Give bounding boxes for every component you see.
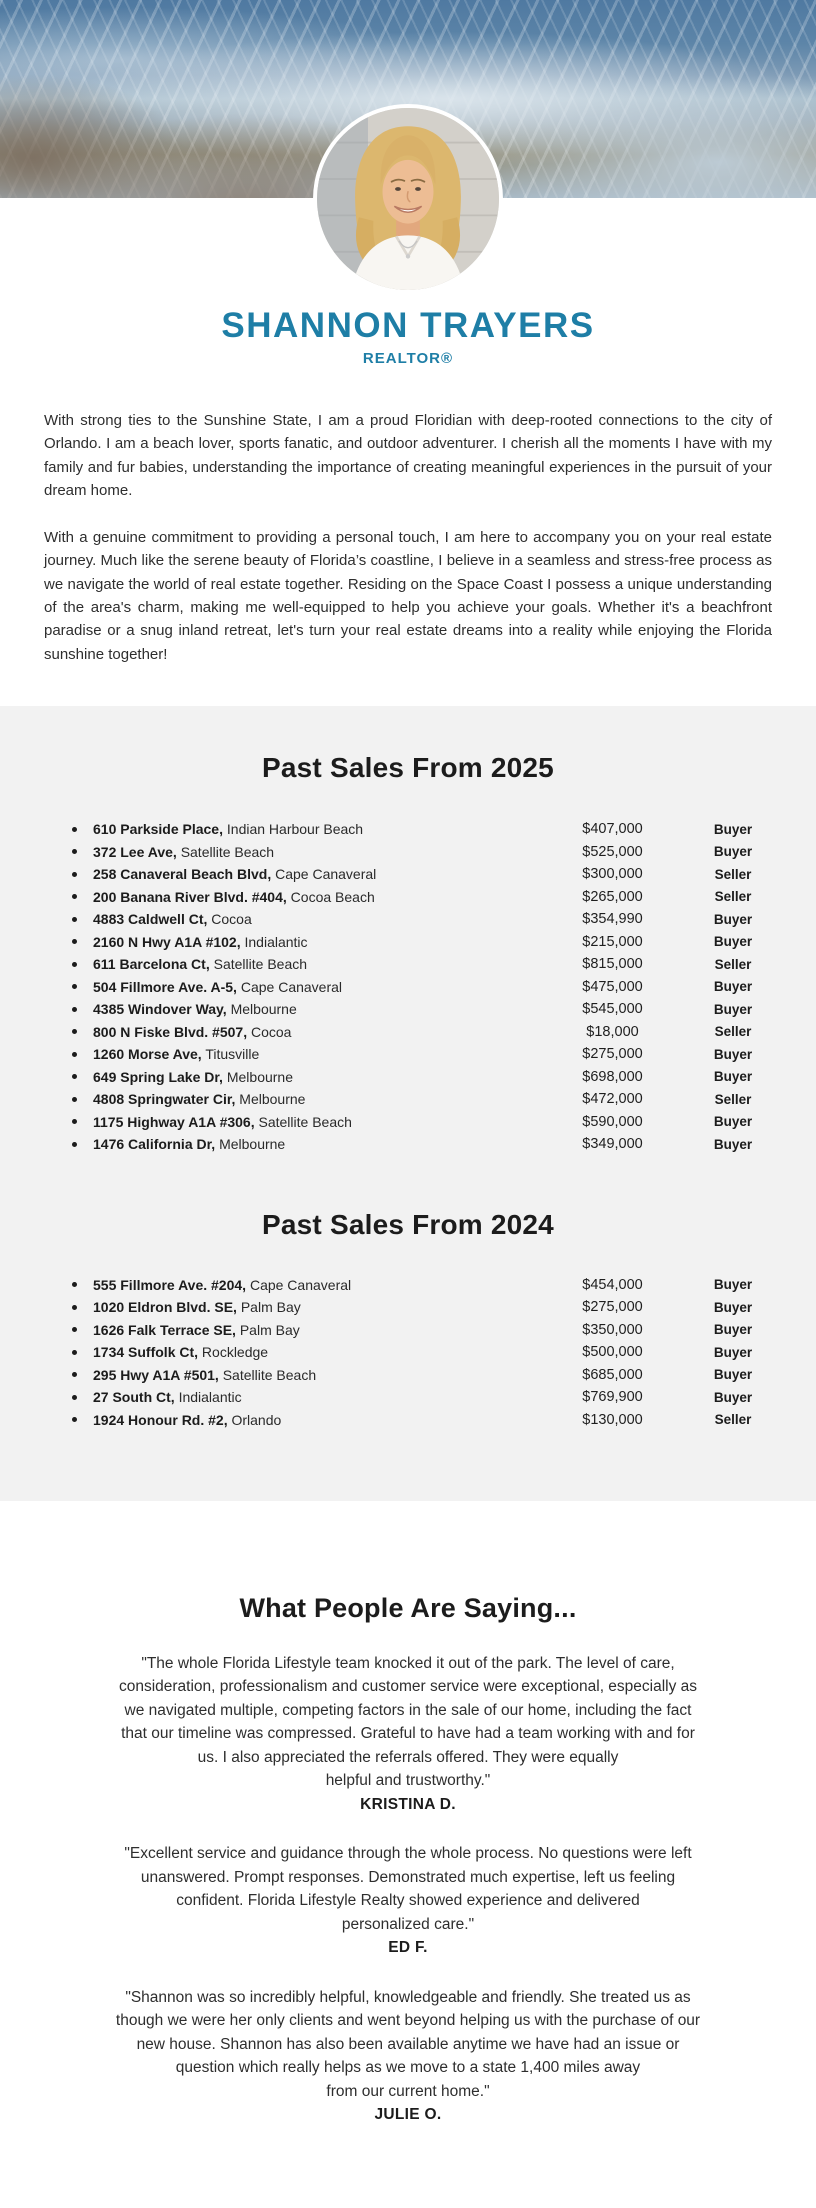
sale-row xyxy=(72,1341,776,1364)
testimonial xyxy=(0,1652,816,1817)
sale-side-badge: Seller xyxy=(714,956,752,972)
sale-row xyxy=(72,953,776,976)
testimonial xyxy=(0,1986,816,2127)
bullet-icon xyxy=(72,1417,77,1422)
sale-street: 555 Fillmore Ave. #204, xyxy=(93,1276,247,1293)
sale-street: 1175 Highway A1A #306, xyxy=(93,1113,255,1130)
sale-address xyxy=(93,1114,535,1130)
sale-address xyxy=(93,934,535,950)
sale-row xyxy=(72,998,776,1021)
bullet-icon xyxy=(72,1119,77,1124)
past-sales-section xyxy=(0,706,816,1501)
sale-side-badge: Seller xyxy=(714,1412,752,1428)
sale-side-badge: Buyer xyxy=(713,1069,753,1085)
sale-address xyxy=(93,889,535,905)
sale-row xyxy=(72,975,776,998)
sale-address xyxy=(93,1136,535,1152)
sale-city: Cocoa xyxy=(211,911,252,928)
sale-street: 372 Lee Ave, xyxy=(93,843,177,860)
sale-side-badge: Seller xyxy=(714,1024,752,1040)
bullet-icon xyxy=(72,849,77,854)
sale-address xyxy=(93,1367,535,1383)
sale-street: 1924 Honour Rd. #2, xyxy=(93,1411,228,1428)
sale-city: Cape Canaveral xyxy=(275,866,377,883)
testimonials-heading: What People Are Saying... xyxy=(239,1592,577,1623)
sale-address xyxy=(93,1091,535,1107)
sale-city: Indialantic xyxy=(178,1389,242,1406)
sale-side-badge: Seller xyxy=(714,866,752,882)
bio-section xyxy=(44,409,772,666)
sale-row xyxy=(72,1363,776,1386)
sale-price: $18,000 xyxy=(586,1023,639,1040)
sale-street: 1260 Morse Ave, xyxy=(93,1046,202,1063)
sale-street: 4385 Windover Way, xyxy=(93,1001,227,1018)
sale-address xyxy=(93,1322,535,1338)
sale-street: 295 Hwy A1A #501, xyxy=(93,1366,219,1383)
sale-price: $698,000 xyxy=(582,1068,643,1085)
sale-price: $815,000 xyxy=(582,956,643,973)
sale-city: Indialantic xyxy=(244,933,308,950)
sale-price: $265,000 xyxy=(582,888,643,905)
sale-side-badge: Buyer xyxy=(713,979,753,995)
sale-price: $590,000 xyxy=(582,1113,643,1130)
sale-address xyxy=(93,821,535,837)
testimonials-list xyxy=(0,1652,816,2127)
sale-side-badge: Buyer xyxy=(713,911,753,927)
profile-role: REALTOR® xyxy=(362,350,454,367)
sale-price: $475,000 xyxy=(582,978,643,995)
sale-address xyxy=(93,1277,535,1293)
sale-city: Titusville xyxy=(205,1046,260,1063)
testimonial xyxy=(0,1842,816,1960)
sale-city: Melbourne xyxy=(226,1068,293,1085)
sale-street: 200 Banana River Blvd. #404, xyxy=(93,888,287,905)
sale-street: 611 Barcelona Ct, xyxy=(93,956,210,973)
sale-street: 4883 Caldwell Ct, xyxy=(93,911,208,928)
bullet-icon xyxy=(72,1097,77,1102)
sale-row xyxy=(72,1043,776,1066)
bullet-icon xyxy=(72,1052,77,1057)
sale-row xyxy=(72,1065,776,1088)
sales-2024-heading: Past Sales From 2024 xyxy=(262,1209,554,1241)
sale-row xyxy=(72,1318,776,1341)
sale-address xyxy=(93,1046,535,1062)
sale-address xyxy=(93,1001,535,1017)
sale-street: 1020 Eldron Blvd. SE, xyxy=(93,1299,237,1316)
sale-city: Satellite Beach xyxy=(258,1113,352,1130)
sale-address xyxy=(93,1069,535,1085)
sale-price: $454,000 xyxy=(582,1276,643,1293)
testimonial-quote: "Excellent service and guidance through the whole process. No questions were left unanswered. Prompt responses. Demonstrated much expertise, left us feeling confident. Florida Lifestyle Realty showed experience and delivered personalized care." xyxy=(124,1845,692,1933)
sale-address xyxy=(93,979,535,995)
sale-side-badge: Buyer xyxy=(713,1322,753,1338)
testimonial-author: KRISTINA D. xyxy=(360,1795,456,1813)
bio-paragraph-1: With strong ties to the Sunshine State, I am a proud Floridian with deep-rooted connections to the city of Orlando. I am a beach lover, sports fanatic, and outdoor adventurer. I cherish all the moments I have with my family and fur babies, understanding the importance of creating meaningful experiences in the pursuit of your dream home. xyxy=(44,412,772,499)
sale-side-badge: Buyer xyxy=(713,1136,753,1152)
sale-city: Melbourne xyxy=(219,1136,286,1153)
sale-city: Cape Canaveral xyxy=(240,978,343,995)
sale-city: Cocoa Beach xyxy=(290,888,375,905)
sale-street: 800 N Fiske Blvd. #507, xyxy=(93,1023,248,1040)
sale-city: Satellite Beach xyxy=(222,1366,317,1383)
sales-2025-list xyxy=(0,818,816,1156)
sale-city: Melbourne xyxy=(239,1091,306,1108)
sale-price: $130,000 xyxy=(582,1411,643,1428)
testimonial-author: ED F. xyxy=(388,1939,428,1957)
bullet-icon xyxy=(72,1074,77,1079)
sale-street: 1626 Falk Terrace SE, xyxy=(93,1321,236,1338)
sale-row xyxy=(72,1273,776,1296)
bullet-icon xyxy=(72,962,77,967)
sale-side-badge: Buyer xyxy=(713,1389,753,1405)
bullet-icon xyxy=(72,872,77,877)
sale-row xyxy=(72,1020,776,1043)
sale-row xyxy=(72,930,776,953)
sale-price: $472,000 xyxy=(582,1091,643,1108)
sale-address xyxy=(93,911,535,927)
sale-row xyxy=(72,840,776,863)
sale-side-badge: Buyer xyxy=(713,1046,753,1062)
bullet-icon xyxy=(72,894,77,899)
sale-side-badge: Buyer xyxy=(713,1277,753,1293)
bullet-icon xyxy=(72,1327,77,1332)
sale-row xyxy=(72,1408,776,1431)
sale-price: $349,000 xyxy=(582,1136,643,1153)
name-block xyxy=(0,308,816,367)
sale-city: Indian Harbour Beach xyxy=(226,821,364,838)
bullet-icon xyxy=(72,1395,77,1400)
bullet-icon xyxy=(72,1305,77,1310)
sale-city: Melbourne xyxy=(230,1001,297,1018)
sale-side-badge: Buyer xyxy=(713,934,753,950)
sale-price: $350,000 xyxy=(582,1321,643,1338)
bullet-icon xyxy=(72,1350,77,1355)
sale-address xyxy=(93,1299,535,1315)
sale-row xyxy=(72,908,776,931)
testimonial-quote: "Shannon was so incredibly helpful, knowledgeable and friendly. She treated us as though we were her only clients and went beyond helping us with the purchase of our new house. Shannon has also been available anytime we have had an issue or question which really helps as we move to a state 1,400 miles away from our current home." xyxy=(115,1988,701,2100)
sale-address xyxy=(93,844,535,860)
sale-price: $545,000 xyxy=(582,1001,643,1018)
sale-side-badge: Buyer xyxy=(713,844,753,860)
bullet-icon xyxy=(72,1372,77,1377)
sale-price: $300,000 xyxy=(582,866,643,883)
sale-side-badge: Seller xyxy=(714,1091,752,1107)
sale-row xyxy=(72,885,776,908)
sale-price: $500,000 xyxy=(582,1344,643,1361)
sale-row xyxy=(72,1110,776,1133)
bullet-icon xyxy=(72,1029,77,1034)
bullet-icon xyxy=(72,939,77,944)
sales-2025-heading: Past Sales From 2025 xyxy=(262,751,554,783)
sale-address xyxy=(93,956,535,972)
sale-price: $275,000 xyxy=(582,1046,643,1063)
sale-price: $769,900 xyxy=(582,1389,643,1406)
sale-address xyxy=(93,1024,535,1040)
bullet-icon xyxy=(72,984,77,989)
page-title: SHANNON TRAYERS xyxy=(221,306,595,345)
sale-city: Palm Bay xyxy=(239,1321,300,1338)
sale-city: Cocoa xyxy=(250,1023,292,1040)
sale-street: 1734 Suffolk Ct, xyxy=(93,1344,199,1361)
bullet-icon xyxy=(72,1142,77,1147)
sale-price: $354,990 xyxy=(582,911,643,928)
bullet-icon xyxy=(72,917,77,922)
bullet-icon xyxy=(72,827,77,832)
sale-row xyxy=(72,1386,776,1409)
sale-side-badge: Seller xyxy=(714,889,752,905)
sale-city: Satellite Beach xyxy=(213,956,308,973)
sale-city: Cape Canaveral xyxy=(249,1276,352,1293)
testimonial-author: JULIE O. xyxy=(374,2106,442,2124)
sale-city: Palm Bay xyxy=(240,1299,301,1316)
bullet-icon xyxy=(72,1007,77,1012)
sales-2024-list xyxy=(0,1273,816,1431)
bullet-icon xyxy=(72,1282,77,1287)
sale-street: 258 Canaveral Beach Blvd, xyxy=(93,866,272,883)
sale-street: 504 Fillmore Ave. A-5, xyxy=(93,978,237,995)
sale-side-badge: Buyer xyxy=(713,1367,753,1383)
sale-price: $685,000 xyxy=(582,1366,643,1383)
testimonials-section xyxy=(0,1593,816,2127)
sale-side-badge: Buyer xyxy=(713,821,753,837)
sale-row xyxy=(72,818,776,841)
sale-street: 649 Spring Lake Dr, xyxy=(93,1068,223,1085)
sale-street: 2160 N Hwy A1A #102, xyxy=(93,933,241,950)
sale-price: $407,000 xyxy=(582,821,643,838)
testimonial-quote: "The whole Florida Lifestyle team knocked it out of the park. The level of care, consideration, professionalism and customer service were exceptional, especially as we navigated multiple, competing factors in the sale of our home, including the fact that our timeline was compressed. Grateful to have had a team working with and for us. I also appreciated the referrals offered. They were equally helpful and trustworthy." xyxy=(118,1654,698,1790)
sale-city: Rockledge xyxy=(201,1344,269,1361)
sale-street: 610 Parkside Place, xyxy=(93,821,223,838)
sale-side-badge: Buyer xyxy=(713,1001,753,1017)
sale-address xyxy=(93,1344,535,1360)
bio-paragraph-2: With a genuine commitment to providing a personal touch, I am here to accompany you on your real estate journey. Much like the serene beauty of Florida’s coastline, I believe in a seamless and stress-free process as we navigate the world of real estate together. Residing on the Space Coast I possess a unique understanding of the area's charm, making me well-equipped to help you achieve your goals. Whether it's a beachfront paradise or a snug inland retreat, let's turn your real estate dreams into a reality while enjoying the Florida sunshine together! xyxy=(44,529,772,663)
sale-address xyxy=(93,866,535,882)
sale-city: Orlando xyxy=(231,1411,282,1428)
sale-row xyxy=(72,863,776,886)
sale-row xyxy=(72,1088,776,1111)
sale-address xyxy=(93,1412,535,1428)
avatar xyxy=(313,104,503,294)
sale-price: $215,000 xyxy=(582,933,643,950)
sale-row xyxy=(72,1133,776,1156)
sale-price: $275,000 xyxy=(582,1299,643,1316)
sale-street: 27 South Ct, xyxy=(93,1389,175,1406)
sale-street: 4808 Springwater Cir, xyxy=(93,1091,236,1108)
sale-side-badge: Buyer xyxy=(713,1299,753,1315)
portrait-illustration xyxy=(317,108,499,290)
sale-price: $525,000 xyxy=(582,843,643,860)
sale-address xyxy=(93,1389,535,1405)
sale-city: Satellite Beach xyxy=(180,843,275,860)
sale-side-badge: Buyer xyxy=(713,1344,753,1360)
sale-row xyxy=(72,1296,776,1319)
sale-street: 1476 California Dr, xyxy=(93,1136,216,1153)
sale-side-badge: Buyer xyxy=(713,1114,753,1130)
